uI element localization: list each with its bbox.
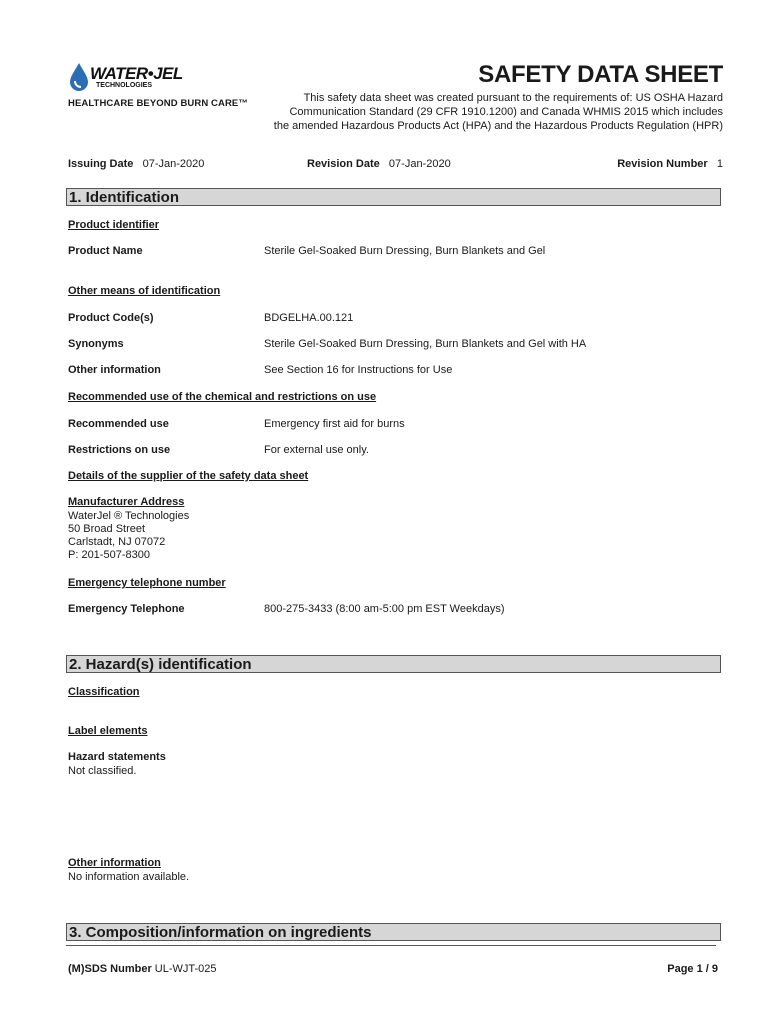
product-name-label: Product Name [68,245,143,257]
issuing-date [68,158,204,170]
synonyms-value: Sterile Gel-Soaked Burn Dressing, Burn Blankets and Gel with HA [264,338,587,350]
company-logo [68,62,218,92]
page-number: Page 1 / 9 [667,963,718,975]
sds-number-label: (M)SDS Number [68,963,152,975]
address-phone: P: 201-507-8300 [68,549,150,561]
issuing-date-label: Issuing Date [68,158,134,170]
section-1-heading: 1. Identification [66,188,721,206]
label-elements-heading: Label elements [68,725,148,737]
recommended-use-label: Recommended use [68,418,169,430]
logo-subtitle: TECHNOLOGIES [96,82,153,89]
address-line: Carlstadt, NJ 07072 [68,536,166,548]
issuing-date-value: 07-Jan-2020 [142,158,205,170]
other-info-label: Other information [68,364,161,376]
classification-heading: Classification [68,686,140,698]
revision-number [617,158,723,170]
section-2-heading: 2. Hazard(s) identification [66,655,721,673]
emergency-telephone-value: 800-275-3433 (8:00 am-5:00 pm EST Weekdays) [264,603,505,615]
synonyms-label: Synonyms [68,338,124,350]
revision-date [307,158,451,170]
emergency-telephone-label: Emergency Telephone [68,603,185,615]
section-3-heading: 3. Composition/information on ingredients [66,923,721,941]
address-line: 50 Broad Street [68,523,146,535]
product-code-label: Product Code(s) [68,312,154,324]
water-drop-icon [68,62,90,92]
footer-divider [66,945,716,946]
hazard-statements-heading: Hazard statements [68,751,166,763]
revision-number-label: Revision Number [617,158,708,170]
revision-date-label: Revision Date [307,158,380,170]
product-name-value: Sterile Gel-Soaked Burn Dressing, Burn Blankets and Gel [264,245,546,257]
company-tagline: HEALTHCARE BEYOND BURN CARE™ [68,98,248,109]
address-line: WaterJel ® Technologies [68,510,190,522]
emergency-heading: Emergency telephone number [68,577,226,589]
other-means-heading: Other means of identification [68,285,221,297]
other-information-value: No information available. [68,871,190,883]
hazard-statements-value: Not classified. [68,765,137,777]
document-intro: This safety data sheet was created pursuant to the requirements of: US OSHA Hazard Communication Standard (29 CFR 1910.1200) and Canada WHMIS 2015 which includes the amended Hazardous Products Act (HPA) and the Hazardous Products Regulation (HPR) [273,92,723,132]
manufacturer-address-heading: Manufacturer Address [68,496,185,508]
sds-number [68,963,217,975]
other-info-value: See Section 16 for Instructions for Use [264,364,453,376]
restrictions-value: For external use only. [264,444,369,456]
restrictions-label: Restrictions on use [68,444,171,456]
revision-number-value: 1 [716,158,723,170]
supplier-heading: Details of the supplier of the safety data sheet [68,470,309,482]
revision-date-value: 07-Jan-2020 [388,158,451,170]
recommended-use-heading: Recommended use of the chemical and restrictions on use [68,391,377,403]
product-identifier-heading: Product identifier [68,219,160,231]
sds-number-value: UL-WJT-025 [154,963,217,975]
other-information-heading: Other information [68,857,161,869]
logo-wordmark: WATER•JEL [90,64,183,83]
product-code-value: BDGELHA.00.121 [264,312,354,324]
recommended-use-value: Emergency first aid for burns [264,418,405,430]
document-title: SAFETY DATA SHEET [478,61,723,88]
